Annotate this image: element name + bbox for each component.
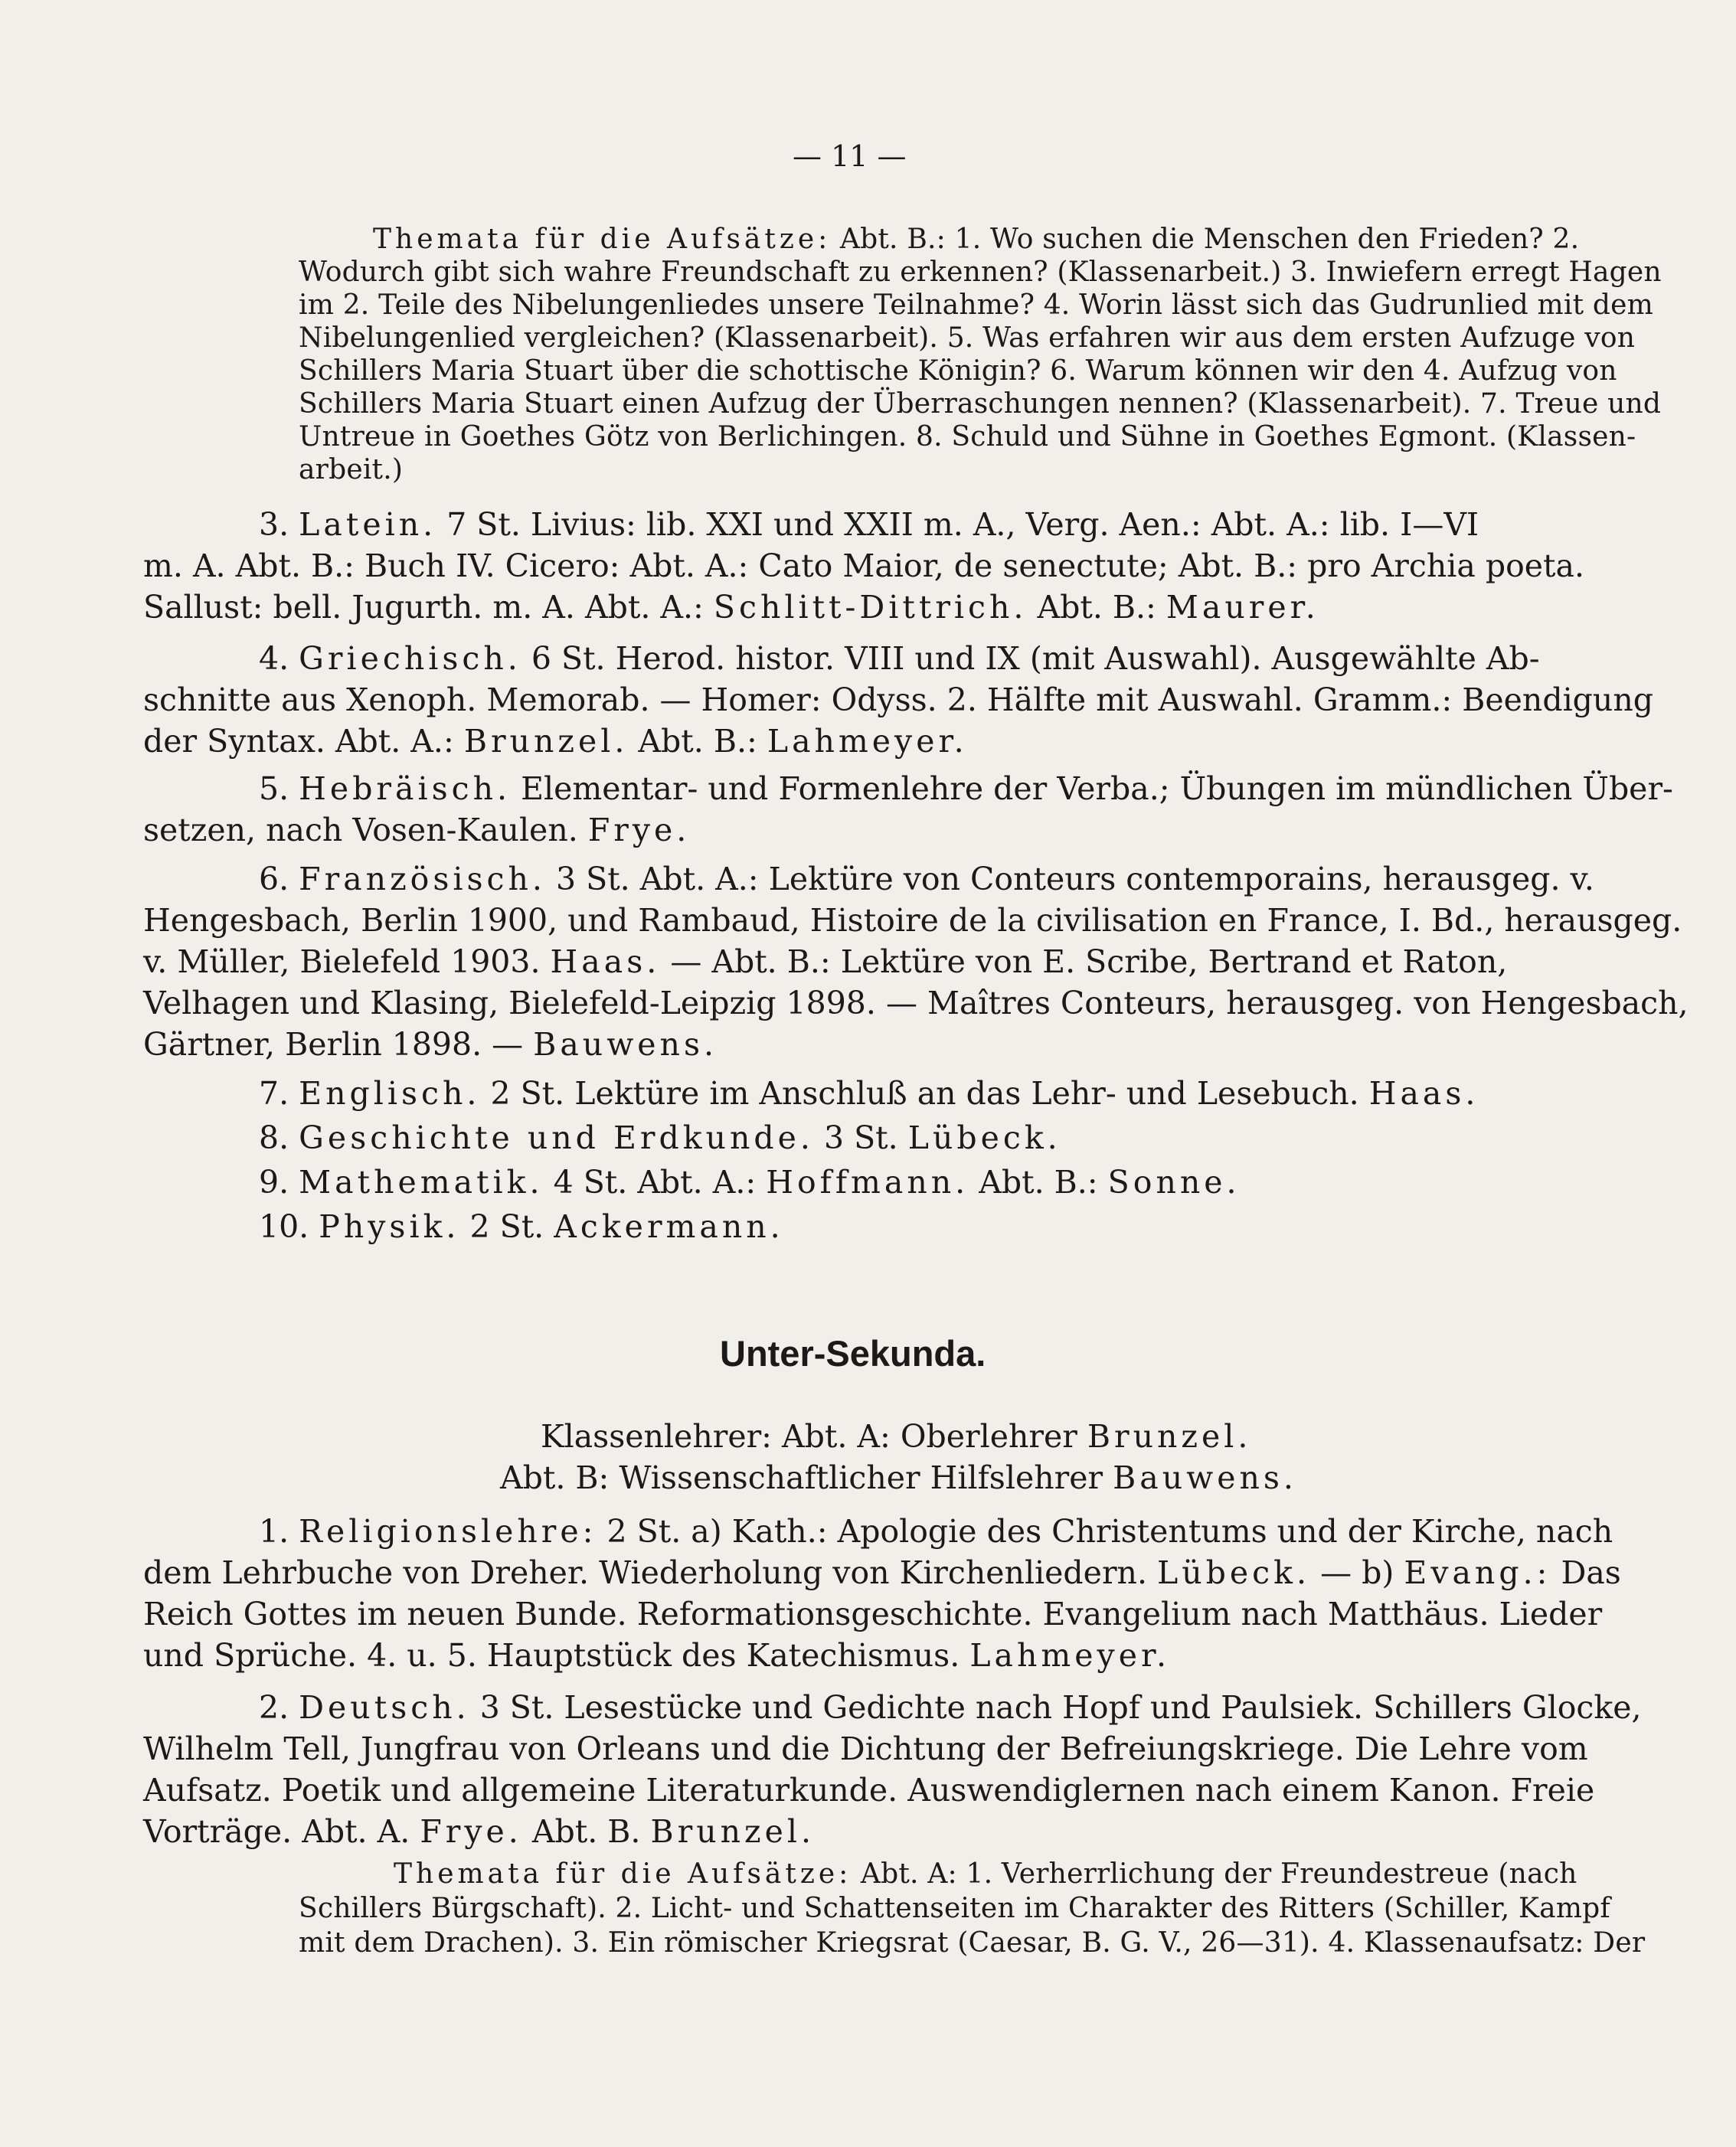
teacher-name: Lübeck. — [907, 1119, 1061, 1156]
franzoesisch-line: Hengesbach, Berlin 1900, und Rambaud, Histoire de la civilisation en France, I. Bd., herausgeg. — [143, 902, 1682, 939]
section-heading: Unter-Sekunda. — [720, 1333, 986, 1374]
themata-label: Themata für die Aufsätze: — [373, 224, 832, 255]
latein-entry: 3. Latein. 7 St. Livius: lib. XXI und XXII m. A., Verg. Aen.: Abt. A.: lib. I—VI — [259, 506, 1479, 543]
subject-franzoesisch: Französisch. — [299, 861, 546, 897]
subject-hebraeisch: Hebräisch. — [299, 770, 512, 807]
teacher-name: Brunzel. — [463, 723, 629, 760]
teacher-name: Haas. — [550, 943, 661, 980]
franzoesisch-line: Velhagen und Klasing, Bielefeld-Leipzig 1898. — Maîtres Conteurs, herausgeg. von Hengesbach, — [143, 985, 1689, 1021]
teacher-name: Maurer. — [1166, 589, 1319, 626]
teacher-name: Lahmeyer. — [767, 723, 968, 760]
subject-geschichte: Geschichte und Erdkunde. — [299, 1119, 814, 1156]
mathematik-entry: 9. Mathematik. 4 St. Abt. A.: Hoffmann. Abt. B.: Sonne. — [259, 1164, 1241, 1201]
subject-latein: Latein. — [299, 506, 437, 543]
hebraeisch-line: setzen, nach Vosen-Kaulen. Frye. — [143, 812, 691, 848]
themata-line: Nibelungenlied vergleichen? (Klassenarbeit). 5. Was erfahren wir aus dem ersten Aufzuge von — [299, 322, 1636, 354]
themata-paragraph-line: Themata für die Aufsätze: Abt. B.: 1. Wo suchen die Menschen den Frieden? 2. — [373, 224, 1580, 255]
griechisch-line: der Syntax. Abt. A.: Brunzel. Abt. B.: Lahmeyer. — [143, 723, 968, 760]
subject-mathematik: Mathematik. — [299, 1164, 544, 1201]
teacher-name: Ackermann. — [554, 1208, 784, 1245]
teacher-name: Bauwens. — [1113, 1459, 1297, 1496]
teacher-name: Lahmeyer. — [969, 1637, 1171, 1674]
teacher-name: Sonne. — [1107, 1164, 1241, 1201]
teacher-name: Brunzel. — [1087, 1418, 1252, 1455]
themata-line: Untreue in Goethes Götz von Berlichingen. 8. Schuld und Sühne in Goethes Egmont. (Klassen- — [299, 421, 1636, 453]
teacher-name: Frye. — [587, 812, 691, 848]
geschichte-entry: 8. Geschichte und Erdkunde. 3 St. Lübeck. — [259, 1119, 1061, 1156]
latein-line: Sallust: bell. Jugurth. m. A. Abt. A.: Schlitt-Dittrich. Abt. B.: Maurer. — [143, 589, 1319, 626]
hebraeisch-entry: 5. Hebräisch. Elementar- und Formenlehre der Verba.; Übungen im mündlichen Über- — [259, 770, 1673, 807]
teacher-name: Haas. — [1368, 1075, 1479, 1112]
latein-line: m. A. Abt. B.: Buch IV. Cicero: Abt. A.: Cato Maior, de senectute; Abt. B.: pro Archia poeta. — [143, 547, 1584, 584]
franzoesisch-line: Gärtner, Berlin 1898. — Bauwens. — [143, 1026, 718, 1063]
themata-line: Wodurch gibt sich wahre Freundschaft zu erkennen? (Klassenarbeit.) 3. Inwiefern erregt Hagen — [299, 257, 1662, 288]
religion-line: Reich Gottes im neuen Bunde. Reformationsgeschichte. Evangelium nach Matthäus. Lieder — [143, 1596, 1603, 1632]
themata-line: Schillers Maria Stuart über die schottische Königin? 6. Warum können wir den 4. Aufzug von — [299, 355, 1617, 387]
themata-label: Themata für die Aufsätze: — [394, 1858, 852, 1890]
englisch-entry: 7. Englisch. 2 St. Lektüre im Anschluß an das Lehr- und Lesebuch. Haas. — [259, 1075, 1479, 1112]
themata-paragraph-line: Themata für die Aufsätze: Abt. A: 1. Verherrlichung der Freundestreue (nach — [394, 1858, 1577, 1890]
teacher-name: Hoffmann. — [766, 1164, 969, 1201]
deutsch-entry: 2. Deutsch. 3 St. Lesestücke und Gedichte nach Hopf und Paulsiek. Schillers Glocke, — [259, 1689, 1642, 1726]
teacher-name: Schlitt-Dittrich. — [713, 589, 1028, 626]
teacher-name: Brunzel. — [650, 1813, 816, 1850]
themata-line: mit dem Drachen). 3. Ein römischer Kriegsrat (Caesar, B. G. V., 26—31). 4. Klassenaufsatz: Der — [299, 1927, 1646, 1959]
themata-line: Schillers Bürgschaft). 2. Licht- und Schattenseiten im Charakter des Ritters (Schiller, Kampf — [299, 1893, 1610, 1924]
griechisch-entry: 4. Griechisch. 6 St. Herod. histor. VIII und IX (mit Auswahl). Ausgewählte Ab- — [259, 640, 1540, 677]
teacher-name: Bauwens. — [533, 1026, 718, 1063]
teacher-name: Lübeck. — [1157, 1554, 1311, 1591]
religion-line: und Sprüche. 4. u. 5. Hauptstück des Katechismus. Lahmeyer. — [143, 1637, 1171, 1674]
themata-line: Schillers Maria Stuart einen Aufzug der Überraschungen nennen? (Klassenarbeit). 7. Treue und — [299, 388, 1662, 420]
physik-entry: 10. Physik. 2 St. Ackermann. — [259, 1208, 784, 1245]
religion-entry: 1. Religionslehre: 2 St. a) Kath.: Apologie des Christentums und der Kirche, nach — [259, 1513, 1613, 1550]
subject-religion: Religionslehre: — [299, 1513, 597, 1550]
subject-englisch: Englisch. — [299, 1075, 481, 1112]
klassenlehrer-b: Abt. B: Wissenschaftlicher Hilfslehrer Bauwens. — [500, 1459, 1297, 1496]
teacher-name: Frye. — [420, 1813, 522, 1850]
themata-line: im 2. Teile des Nibelungenliedes unsere Teilnahme? 4. Worin lässt sich das Gudrunlied mit dem — [299, 289, 1653, 321]
klassenlehrer-a: Klassenlehrer: Abt. A: Oberlehrer Brunzel. — [541, 1418, 1252, 1455]
religion-line: dem Lehrbuche von Dreher. Wiederholung von Kirchenliedern. Lübeck. — b) Evang.: Das — [143, 1554, 1621, 1591]
franzoesisch-entry: 6. Französisch. 3 St. Abt. A.: Lektüre von Conteurs contemporains, herausgeg. v. — [259, 861, 1594, 897]
themata-line: arbeit.) — [299, 454, 404, 485]
page-number: — 11 — — [793, 139, 907, 173]
deutsch-line: Wilhelm Tell, Jungfrau von Orleans und die Dichtung der Befreiungskriege. Die Lehre vom — [143, 1730, 1588, 1767]
subject-griechisch: Griechisch. — [299, 640, 521, 677]
deutsch-line: Aufsatz. Poetik und allgemeine Literaturkunde. Auswendiglernen nach einem Kanon. Freie — [143, 1772, 1595, 1809]
griechisch-line: schnitte aus Xenoph. Memorab. — Homer: Odyss. 2. Hälfte mit Auswahl. Gramm.: Beendigung — [143, 681, 1653, 718]
franzoesisch-line: v. Müller, Bielefeld 1903. Haas. — Abt. B.: Lektüre von E. Scribe, Bertrand et Raton, — [143, 943, 1508, 980]
subject-physik: Physik. — [319, 1208, 460, 1245]
subject-deutsch: Deutsch. — [299, 1689, 470, 1726]
deutsch-line: Vorträge. Abt. A. Frye. Abt. B. Brunzel. — [143, 1813, 816, 1850]
